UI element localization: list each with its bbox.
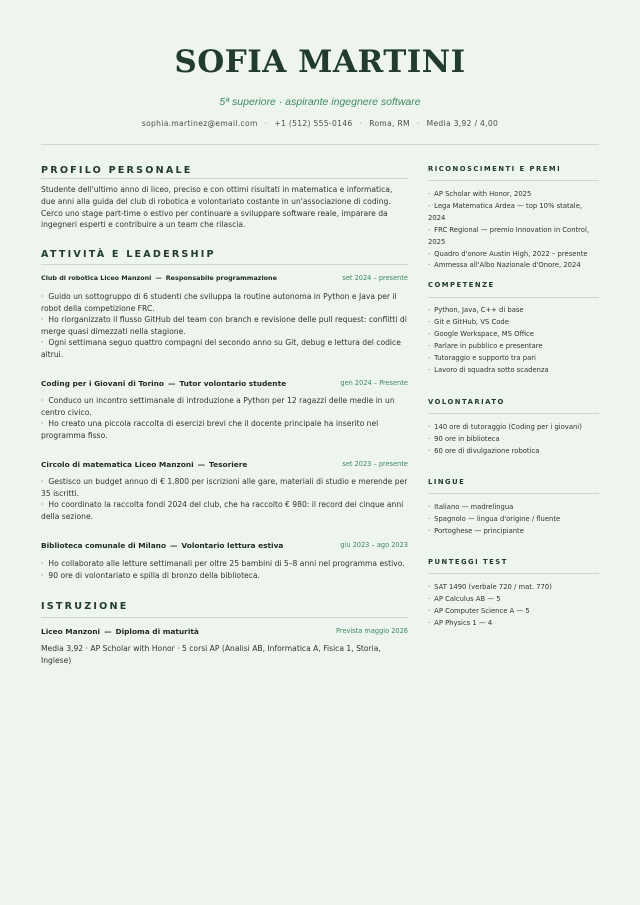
section-title-awards: RICONOSCIMENTI E PREMI bbox=[428, 165, 562, 173]
education-school: Liceo Manzoni bbox=[41, 627, 101, 636]
section-divider bbox=[41, 617, 408, 618]
award-item: · AP Scholar with Honor, 2025 bbox=[428, 189, 599, 201]
activity-role: Responsabile programmazione bbox=[165, 274, 277, 282]
section-title-languages: LINGUE bbox=[428, 478, 466, 486]
activity-bullets bbox=[41, 395, 408, 441]
candidate-tagline: 5ª superiore · aspirante ingegnere software bbox=[219, 96, 421, 108]
activity-org: Club di robotica Liceo Manzoni bbox=[41, 274, 152, 282]
award-item: · Lega Matematica Ardea — top 10% statale, 2024 bbox=[428, 201, 599, 225]
activity-bullet: · Ho riorganizzato il flusso GitHub del team con branch e revisione delle pull request: conflitti di merge quasi dimezzati nella stagione. bbox=[41, 314, 408, 337]
activity-entry-header bbox=[41, 541, 408, 552]
activity-title bbox=[41, 460, 247, 469]
language-item: · Italiano — madrelingua bbox=[428, 502, 599, 514]
activity-entry-header bbox=[41, 274, 408, 285]
skill-item: · Tutoraggio e supporto tra pari bbox=[428, 353, 599, 365]
activity-entry-header bbox=[41, 460, 408, 471]
activity-bullets bbox=[41, 291, 408, 361]
education-degree: Diploma di maturità bbox=[115, 627, 199, 636]
title-dash: — bbox=[167, 379, 176, 388]
activity-bullet: · 90 ore di volontariato e spilla di bronzo della biblioteca. bbox=[41, 570, 408, 582]
activity-date: set 2023 – presente bbox=[342, 460, 408, 468]
section-title-skills: COMPETENZE bbox=[428, 281, 495, 289]
activity-title bbox=[41, 379, 286, 388]
language-item: · Portoghese — principiante bbox=[428, 526, 599, 538]
award-item: · FRC Regional — premio Innovation in Control, 2025 bbox=[428, 225, 599, 249]
activity-date: set 2024 – presente bbox=[342, 274, 408, 282]
title-dash: — bbox=[170, 541, 178, 550]
profile-summary: Studente dell'ultimo anno di liceo, preciso e con ottimi risultati in matematica e informatica, due anni alla guida del club di robotica e volontariato costante in un'associazione di coding. Cerco uno stage part-time o estivo per continuare a sviluppare software reale, imparare da ingegneri esperti e contribuire a un team che rilascia. bbox=[41, 185, 393, 230]
section-title-volunteering: VOLONTARIATO bbox=[428, 398, 505, 406]
section-title-tests: PUNTEGGI TEST bbox=[428, 558, 508, 566]
section-divider bbox=[41, 178, 408, 179]
title-dash: — bbox=[104, 627, 112, 636]
contact-phone[interactable]: +1 (512) 555-0146 bbox=[274, 119, 353, 128]
section-divider bbox=[428, 297, 599, 298]
activity-bullet: · Guido un sottogruppo di 6 studenti che sviluppa la routine autonoma in Python e Java per il robot della competizione FRC. bbox=[41, 291, 408, 314]
activity-role: Tutor volontario studente bbox=[179, 379, 287, 388]
skill-item: · Lavoro di squadra sotto scadenza bbox=[428, 365, 599, 377]
main-column bbox=[41, 0, 408, 905]
contact-location: Roma, RM bbox=[369, 119, 410, 128]
skill-item: · Parlare in pubblico e presentare bbox=[428, 341, 599, 353]
volunteering-item: · 140 ore di tutoraggio (Coding per i giovani) bbox=[428, 422, 599, 434]
activity-bullet: · Gestisco un budget annuo di € 1.800 per iscrizioni alle gare, materiali di studio e merende per 35 iscritti. bbox=[41, 476, 408, 499]
activity-date: gen 2024 – Presente bbox=[340, 379, 408, 387]
tests-list bbox=[428, 582, 599, 630]
title-dash: — bbox=[155, 274, 162, 282]
education-date: Prevista maggio 2026 bbox=[336, 627, 408, 635]
education-details: Media 3,92 · AP Scholar with Honor · 5 corsi AP (Analisi AB, Informatica A, Fisica 1, Storia, Inglese) bbox=[41, 644, 381, 665]
section-divider bbox=[428, 413, 599, 414]
language-item: · Spagnolo — lingua d'origine / fluente bbox=[428, 514, 599, 526]
education-title bbox=[41, 627, 199, 636]
contact-separator: · bbox=[416, 119, 420, 128]
activity-bullet: · Ho coordinato la raccolta fondi 2024 del club, che ha raccolto € 980: il record dei cinque anni della sezione. bbox=[41, 499, 408, 522]
sidebar-column bbox=[428, 0, 599, 905]
volunteering-list bbox=[428, 422, 599, 458]
test-item: · AP Computer Science A — 5 bbox=[428, 606, 599, 618]
activity-entry-header bbox=[41, 379, 408, 390]
activity-org: Coding per i Giovani di Torino bbox=[41, 379, 164, 388]
section-title-profile: PROFILO PERSONALE bbox=[41, 165, 193, 176]
award-item: · Quadro d'onore Austin High, 2022 – presente bbox=[428, 249, 599, 261]
contact-email[interactable]: sophia.martinez@email.com bbox=[141, 119, 258, 128]
activity-title bbox=[41, 541, 283, 550]
test-item: · AP Physics 1 — 4 bbox=[428, 618, 599, 630]
candidate-name: SOFIA MARTINI bbox=[174, 44, 466, 80]
activity-org: Biblioteca comunale di Milano bbox=[41, 541, 167, 550]
activity-role: Tesoriere bbox=[209, 460, 248, 469]
contact-separator: · bbox=[359, 119, 363, 128]
activity-role: Volontario lettura estiva bbox=[181, 541, 284, 550]
section-divider bbox=[428, 180, 599, 181]
activity-bullet: · Ho collaborato alle letture settimanali per oltre 25 bambini di 5–8 anni nel programma estivo. bbox=[41, 558, 408, 570]
activity-date: giu 2023 – ago 2023 bbox=[340, 541, 408, 549]
test-item: · SAT 1490 (verbale 720 / mat. 770) bbox=[428, 582, 599, 594]
volunteering-item: · 90 ore in biblioteca bbox=[428, 434, 599, 446]
skill-item: · Google Workspace, MS Office bbox=[428, 329, 599, 341]
section-title-activities: ATTIVITÀ E LEADERSHIP bbox=[41, 249, 216, 260]
section-divider bbox=[428, 573, 599, 574]
contact-separator: · bbox=[264, 119, 268, 128]
activity-bullet: · Conduco un incontro settimanale di introduzione a Python per 12 ragazzi delle medie in un centro civico. bbox=[41, 395, 408, 418]
award-item: · Ammessa all'Albo Nazionale d'Onore, 2024 bbox=[428, 260, 599, 272]
contact-gpa: Media 3,92 / 4,00 bbox=[426, 119, 499, 128]
languages-list bbox=[428, 502, 599, 538]
education-entry-header bbox=[41, 627, 408, 638]
section-divider bbox=[428, 493, 599, 494]
activity-bullet: · Ogni settimana seguo quattro compagni del secondo anno su Git, debug e lettura del codice altrui. bbox=[41, 337, 408, 360]
volunteering-item: · 60 ore di divulgazione robotica bbox=[428, 446, 599, 458]
section-title-education: ISTRUZIONE bbox=[41, 601, 129, 612]
activity-title bbox=[41, 274, 277, 282]
test-item: · AP Calculus AB — 5 bbox=[428, 594, 599, 606]
activity-org: Circolo di matematica Liceo Manzoni bbox=[41, 460, 194, 469]
awards-list bbox=[428, 189, 599, 272]
skills-list bbox=[428, 305, 599, 376]
skill-item: · Python, Java, C++ di base bbox=[428, 305, 599, 317]
activity-bullets bbox=[41, 558, 408, 581]
title-dash: — bbox=[197, 460, 206, 469]
activity-bullet: · Ho creato una piccola raccolta di esercizi brevi che il docente principale ha inserito nel programma fisso. bbox=[41, 418, 408, 441]
activity-bullets bbox=[41, 476, 408, 522]
skill-item: · Git e GitHub, VS Code bbox=[428, 317, 599, 329]
section-divider bbox=[41, 264, 408, 265]
